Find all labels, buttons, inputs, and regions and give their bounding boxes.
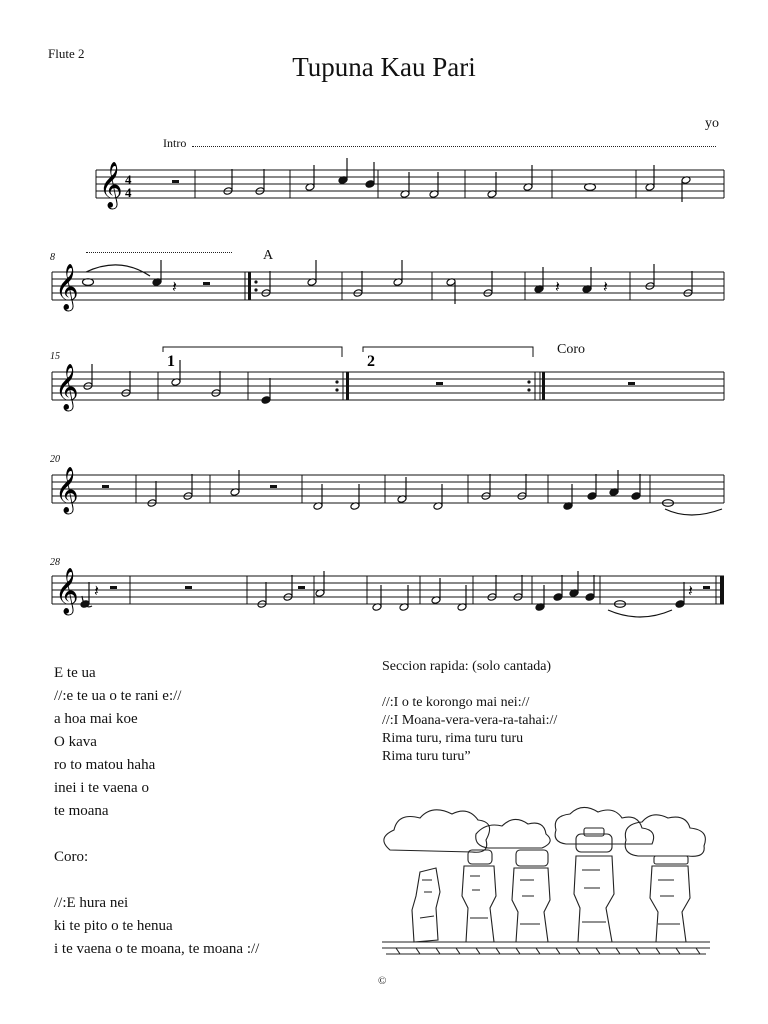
svg-text:𝄽: 𝄽: [94, 581, 99, 600]
ending-1: 1: [167, 353, 175, 370]
lyric-line: //:I Moana-vera-vera-ra-tahai://: [382, 713, 558, 728]
lyric-spacer: [54, 823, 259, 846]
svg-text:𝄞: 𝄞: [55, 568, 79, 614]
moai-2: [462, 866, 496, 942]
lyric-line: //:E hura nei: [54, 895, 129, 911]
svg-text:𝄞: 𝄞: [55, 467, 79, 513]
lyric-line: Rima turu, rima turu turu: [382, 731, 524, 746]
rehearsal-mark-a: A: [263, 248, 274, 263]
measure-number-8: 8: [50, 252, 55, 263]
staff-system-5: [0, 566, 768, 616]
svg-text:𝄽: 𝄽: [688, 581, 693, 600]
treble-clef: 𝄞: [99, 162, 123, 208]
cloud-left: [384, 810, 490, 852]
moai-illustration: [376, 800, 716, 960]
staff-system-2: [0, 262, 768, 312]
copyright-symbol: ©: [378, 975, 387, 987]
svg-text:𝄽: 𝄽: [172, 277, 177, 296]
lyric-line: O kava: [54, 734, 97, 750]
time-signature-top: 4: [125, 172, 132, 187]
moai-4: [574, 856, 614, 942]
measure-number-20: 20: [50, 454, 60, 465]
lyric-spacer: [54, 869, 259, 892]
measure-number-15: 15: [50, 351, 60, 362]
moai-5: [650, 866, 690, 942]
ending-2: 2: [367, 353, 375, 370]
composer: yo: [705, 116, 719, 131]
coro-section-label: Coro: [557, 342, 585, 357]
intro-extension-line-2: [86, 252, 232, 253]
cloud-right: [625, 815, 705, 856]
platform-ground: [382, 942, 710, 954]
lyric-line: E te ua: [54, 665, 96, 681]
time-signature-bottom: 4: [125, 185, 132, 200]
part-name: Flute 2: [48, 46, 85, 61]
svg-text:𝄽: 𝄽: [555, 277, 560, 296]
song-title: Tupuna Kau Pari: [292, 52, 476, 82]
intro-label: Intro: [163, 136, 187, 150]
lyric-line: Coro:: [54, 849, 89, 865]
lyric-line: te moana: [54, 803, 109, 819]
lyric-line: Rima turu turu”: [382, 749, 471, 764]
moai-3: [512, 868, 550, 942]
lyrics-right-column: [382, 658, 557, 766]
svg-text:𝄽: 𝄽: [603, 277, 608, 296]
fast-section-heading: Seccion rapida: (solo cantada): [382, 659, 552, 674]
svg-text:𝄞: 𝄞: [55, 364, 79, 410]
intro-extension-line: [192, 146, 716, 147]
measure-number-28: 28: [50, 557, 60, 568]
lyrics-left-column: [54, 662, 259, 961]
lyric-line: a hoa mai koe: [54, 711, 138, 727]
moai-1: [412, 868, 440, 942]
staff-system-4: [0, 465, 768, 515]
lyric-line: i te vaena o te moana, te moana ://: [54, 941, 260, 957]
lyric-line: //:I o te korongo mai nei://: [382, 695, 530, 710]
lyric-line: ro to matou haha: [54, 757, 156, 773]
lyric-line: inei i te vaena o: [54, 780, 149, 796]
lyric-line: //:e te ua o te rani e://: [54, 688, 182, 704]
staff-system-1: [0, 160, 768, 210]
lyric-line: ki te pito o te henua: [54, 918, 173, 934]
svg-text:𝄞: 𝄞: [55, 264, 79, 310]
